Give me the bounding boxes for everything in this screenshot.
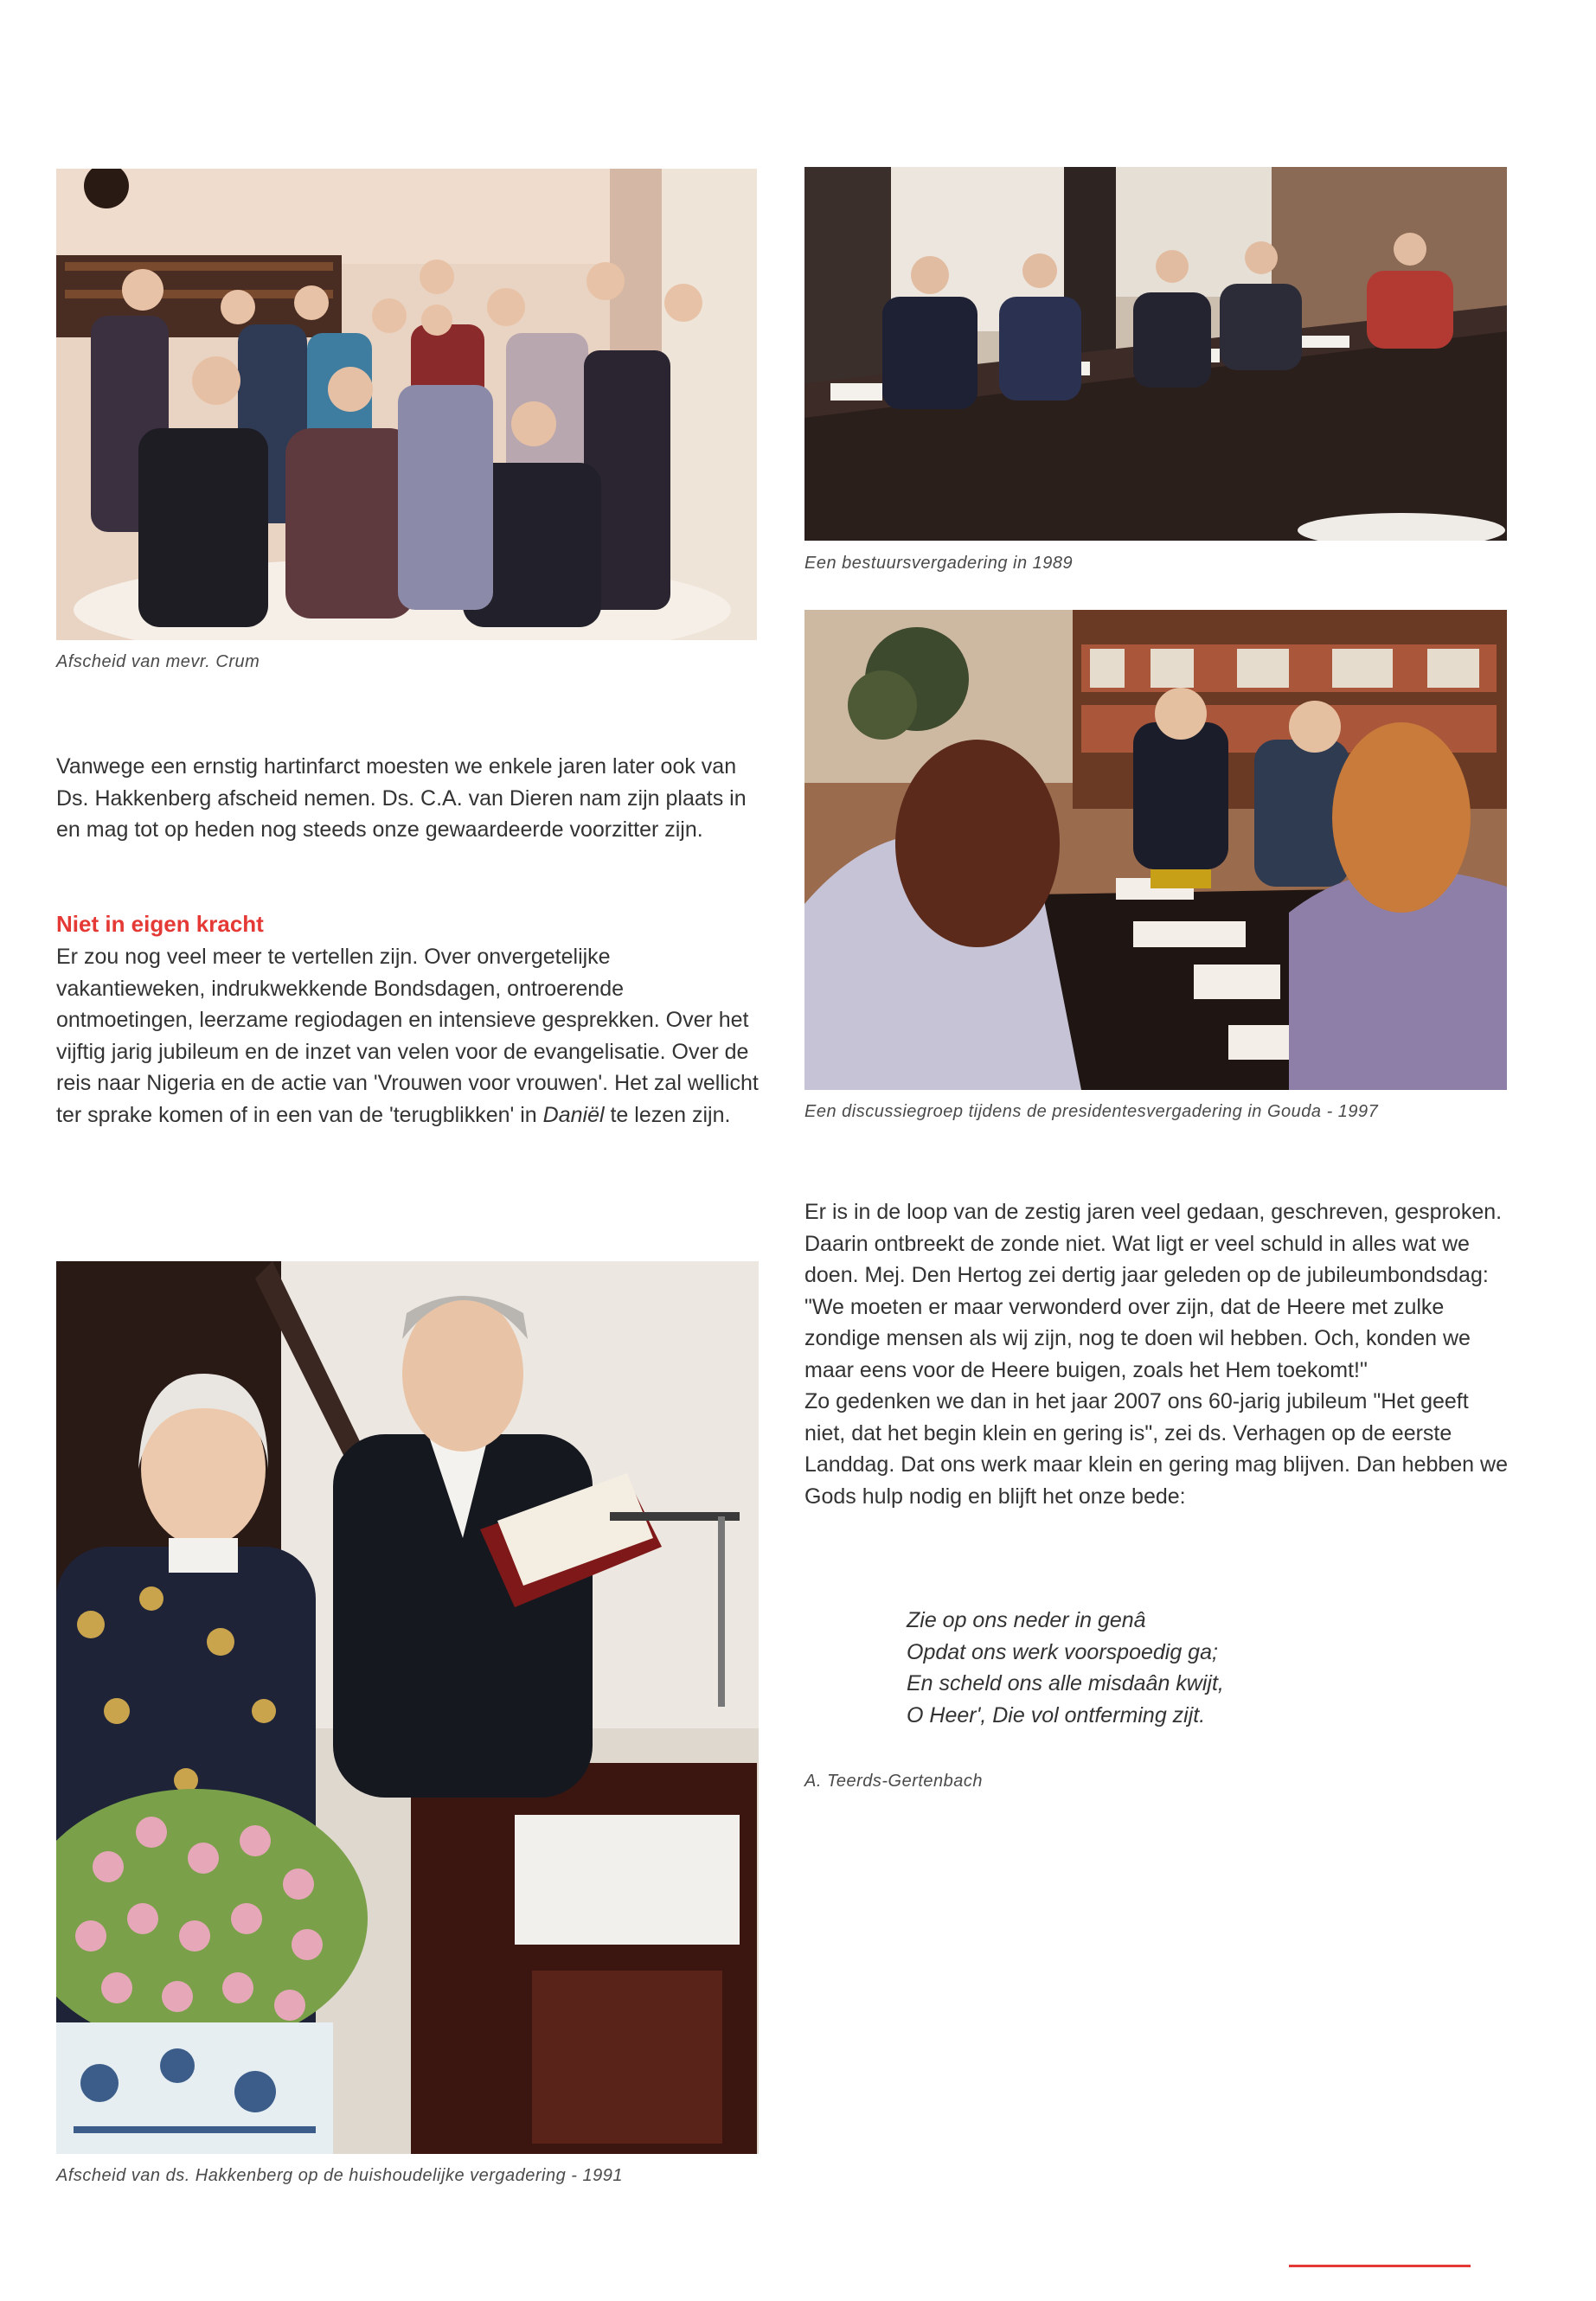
right-paragraph-1-text: Er is in de loop van de zestig jaren veel gedaan, geschreven, gesproken. Daarin ontbreekt de zonde niet. Wat ligt er veel schuld in alles wat we doen. Mej. Den Hertog zei dertig jaar geleden op de jubileumbondsdag: "We moeten er maar verwonderd over zijn, dat de Heere met zulke zondige mensen als wij zijn, nog te doen wil hebben. Och, konden we maar eens voor de Heere buigen, zoals het Hem toekomt!" (804, 1200, 1503, 1382)
photo-caption-hakkenberg: Afscheid van ds. Hakkenberg op de huishoudelijke vergadering - 1991 (56, 2166, 624, 2185)
photo-farewell-hakkenberg-1991 (56, 1261, 759, 2154)
poem-line: Zie op ons neder in genâ (907, 1608, 1146, 1632)
section-text-end: te lezen zijn. (610, 1102, 731, 1127)
poem (907, 1605, 1224, 1731)
photo-caption-board-meeting: Een bestuursvergadering in 1989 (804, 554, 1074, 573)
intro-paragraph (56, 751, 761, 846)
photo-discussion-group-1997 (804, 610, 1507, 1090)
photo-caption-discussion-group: Een discussiegroep tijdens de presidentesvergadering in Gouda - 1997 (804, 1102, 1379, 1121)
daniel-italic: Daniël (542, 1102, 605, 1127)
section-heading: Niet in eigen kracht (56, 911, 264, 937)
photo-board-meeting-1989 (804, 167, 1507, 541)
poem-line: O Heer', Die vol ontferming zijt. (907, 1702, 1206, 1727)
photo-caption-crum: Afscheid van mevr. Crum (56, 652, 260, 671)
right-paragraph-2-text: Zo gedenken we dan in het jaar 2007 ons 60-jarig jubileum "Het geeft niet, dat het begin klein en gering is", zei ds. Verhagen op de eerste Landdag. Dat ons werk maar klein en gering mag blijven. Dan hebben we Gods hulp nodig en blijft het onze bede: (804, 1389, 1508, 1509)
section-paragraph (56, 941, 761, 1131)
poem-line: Opdat ons werk voorspoedig ga; (907, 1639, 1218, 1664)
photo-farewell-crum (56, 169, 757, 640)
poem-line: En scheld ons alle misdaân kwijt, (907, 1671, 1224, 1695)
section-text: Er zou nog veel meer te vertellen zijn. Over onvergetelijke vakantieweken, indrukwekkende Bondsdagen, ontroerende ontmoetingen, leerzame regiodagen en intensieve gesprekken. Over het vijftig jarig jubileum en de inzet van velen voor de evangelisatie. Over de reis naar Nigeria en de actie van 'Vrouwen voor vrouwen'. Het zal wellicht ter sprake komen of in een van de 'terugblikken' in (56, 945, 759, 1127)
intro-text: Vanwege een ernstig hartinfarct moesten we enkele jaren later ook van Ds. Hakkenberg afscheid nemen. Ds. C.A. van Dieren nam zijn plaats in en mag tot op heden nog steeds onze gewaardeerde voorzitter zijn. (56, 754, 747, 842)
right-paragraph-1 (804, 1196, 1509, 1512)
author-signature: A. Teerds-Gertenbach (804, 1772, 984, 1791)
decorative-accent-line (1289, 2265, 1471, 2267)
